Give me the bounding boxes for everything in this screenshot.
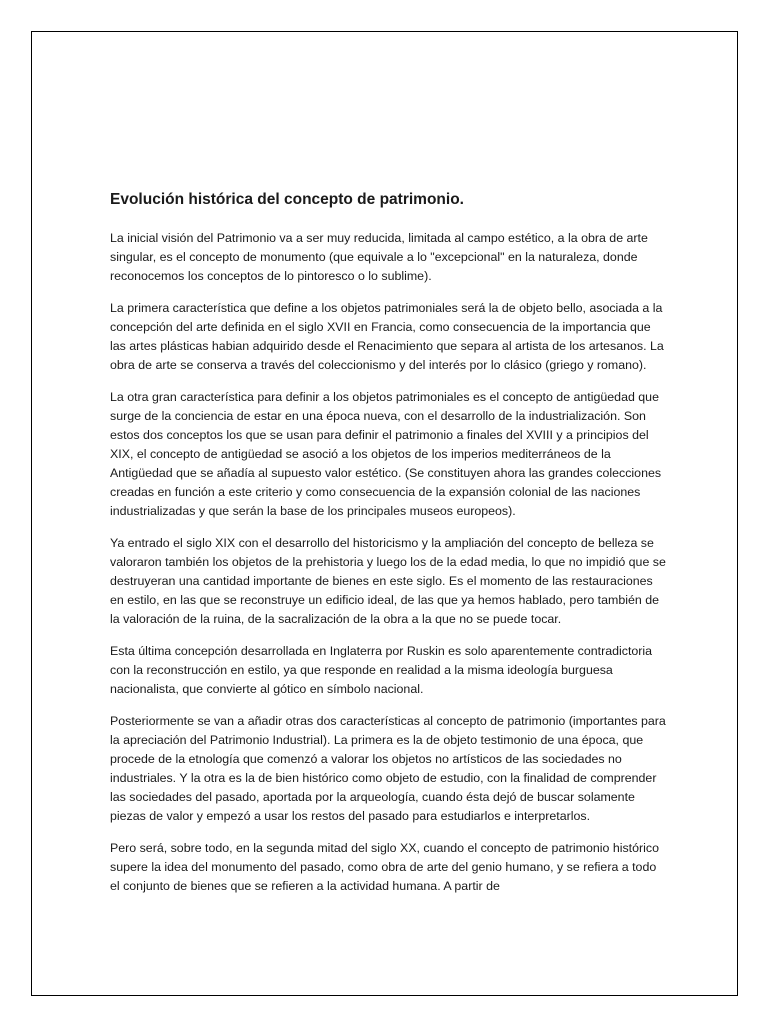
paragraph: La inicial visión del Patrimonio va a ser muy reducida, limitada al campo estético, a la obra de arte singular, es el concepto de monumento (que equivale a lo "excepcional" en la naturaleza, donde reconocemos los conceptos de lo pintoresco o lo sublime). [110, 231, 648, 283]
paragraph: Posteriormente se van a añadir otras dos características al concepto de patrimonio (importantes para la apreciación del Patrimonio Industrial). La primera es la de objeto testimonio de una época, que procede de la etnología que comenzó a valorar los objetos no artísticos de las sociedades no industriales. Y la otra es la de bien histórico como objeto de estudio, con la finalidad de comprender las sociedades del pasado, aportada por la arqueología, cuando ésta dejó de buscar solamente piezas de valor y empezó a usar los restos del pasado para estudiarlos e interpretarlos. [110, 714, 666, 823]
paragraph: Esta última concepción desarrollada en Inglaterra por Ruskin es solo aparentemente contradictoria con la reconstrucción en estilo, ya que responde en realidad a la misma ideología burguesa nacionalista, que convierte al gótico en símbolo nacional. [110, 644, 653, 696]
document-page [31, 31, 738, 996]
paragraph: Pero será, sobre todo, en la segunda mitad del siglo XX, cuando el concepto de patrimonio histórico supere la idea del monumento del pasado, como obra de arte del genio humano, y se refiera a todo el conjunto de bienes que se refieren a la actividad humana. A partir de [110, 841, 659, 893]
document-title: Evolución histórica del concepto de patrimonio. [110, 191, 464, 208]
paragraph: La primera característica que define a los objetos patrimoniales será la de objeto bello, asociada a la concepción del arte definida en el siglo XVII en Francia, como consecuencia de la importancia que las artes plásticas habian adquirido desde el Renacimiento que separa al artista de los artesanos. La obra de arte se conserva a través del coleccionismo y del interés por lo clásico (griego y romano). [110, 301, 664, 372]
paragraph: La otra gran característica para definir a los objetos patrimoniales es el concepto de antigüedad que surge de la conciencia de estar en una época nueva, con el desarrollo de la industrialización. Son estos dos conceptos los que se usan para definir el patrimonio a finales del XVIII y a principios del XIX, el concepto de antigüedad se asoció a los objetos de los imperios mediterráneos de la Antigüedad que se añadía al supuesto valor estético. (Se constituyen ahora las grandes colecciones creadas en función a este criterio y como consecuencia de la expansión colonial de las naciones industrializadas y que serán la base de los principales museos europeos). [110, 390, 662, 518]
document-body [110, 188, 666, 909]
paragraph: Ya entrado el siglo XIX con el desarrollo del historicismo y la ampliación del concepto de belleza se valoraron también los objetos de la prehistoria y luego los de la edad media, lo que no impidió que se destruyeran una cantidad importante de bienes en este siglo. Es el momento de las restauraciones en estilo, en las que se reconstruye un edificio ideal, de las que ya hemos hablado, pero también de la valoración de la ruina, de la sacralización de la obra a la que no se puede tocar. [110, 536, 666, 626]
